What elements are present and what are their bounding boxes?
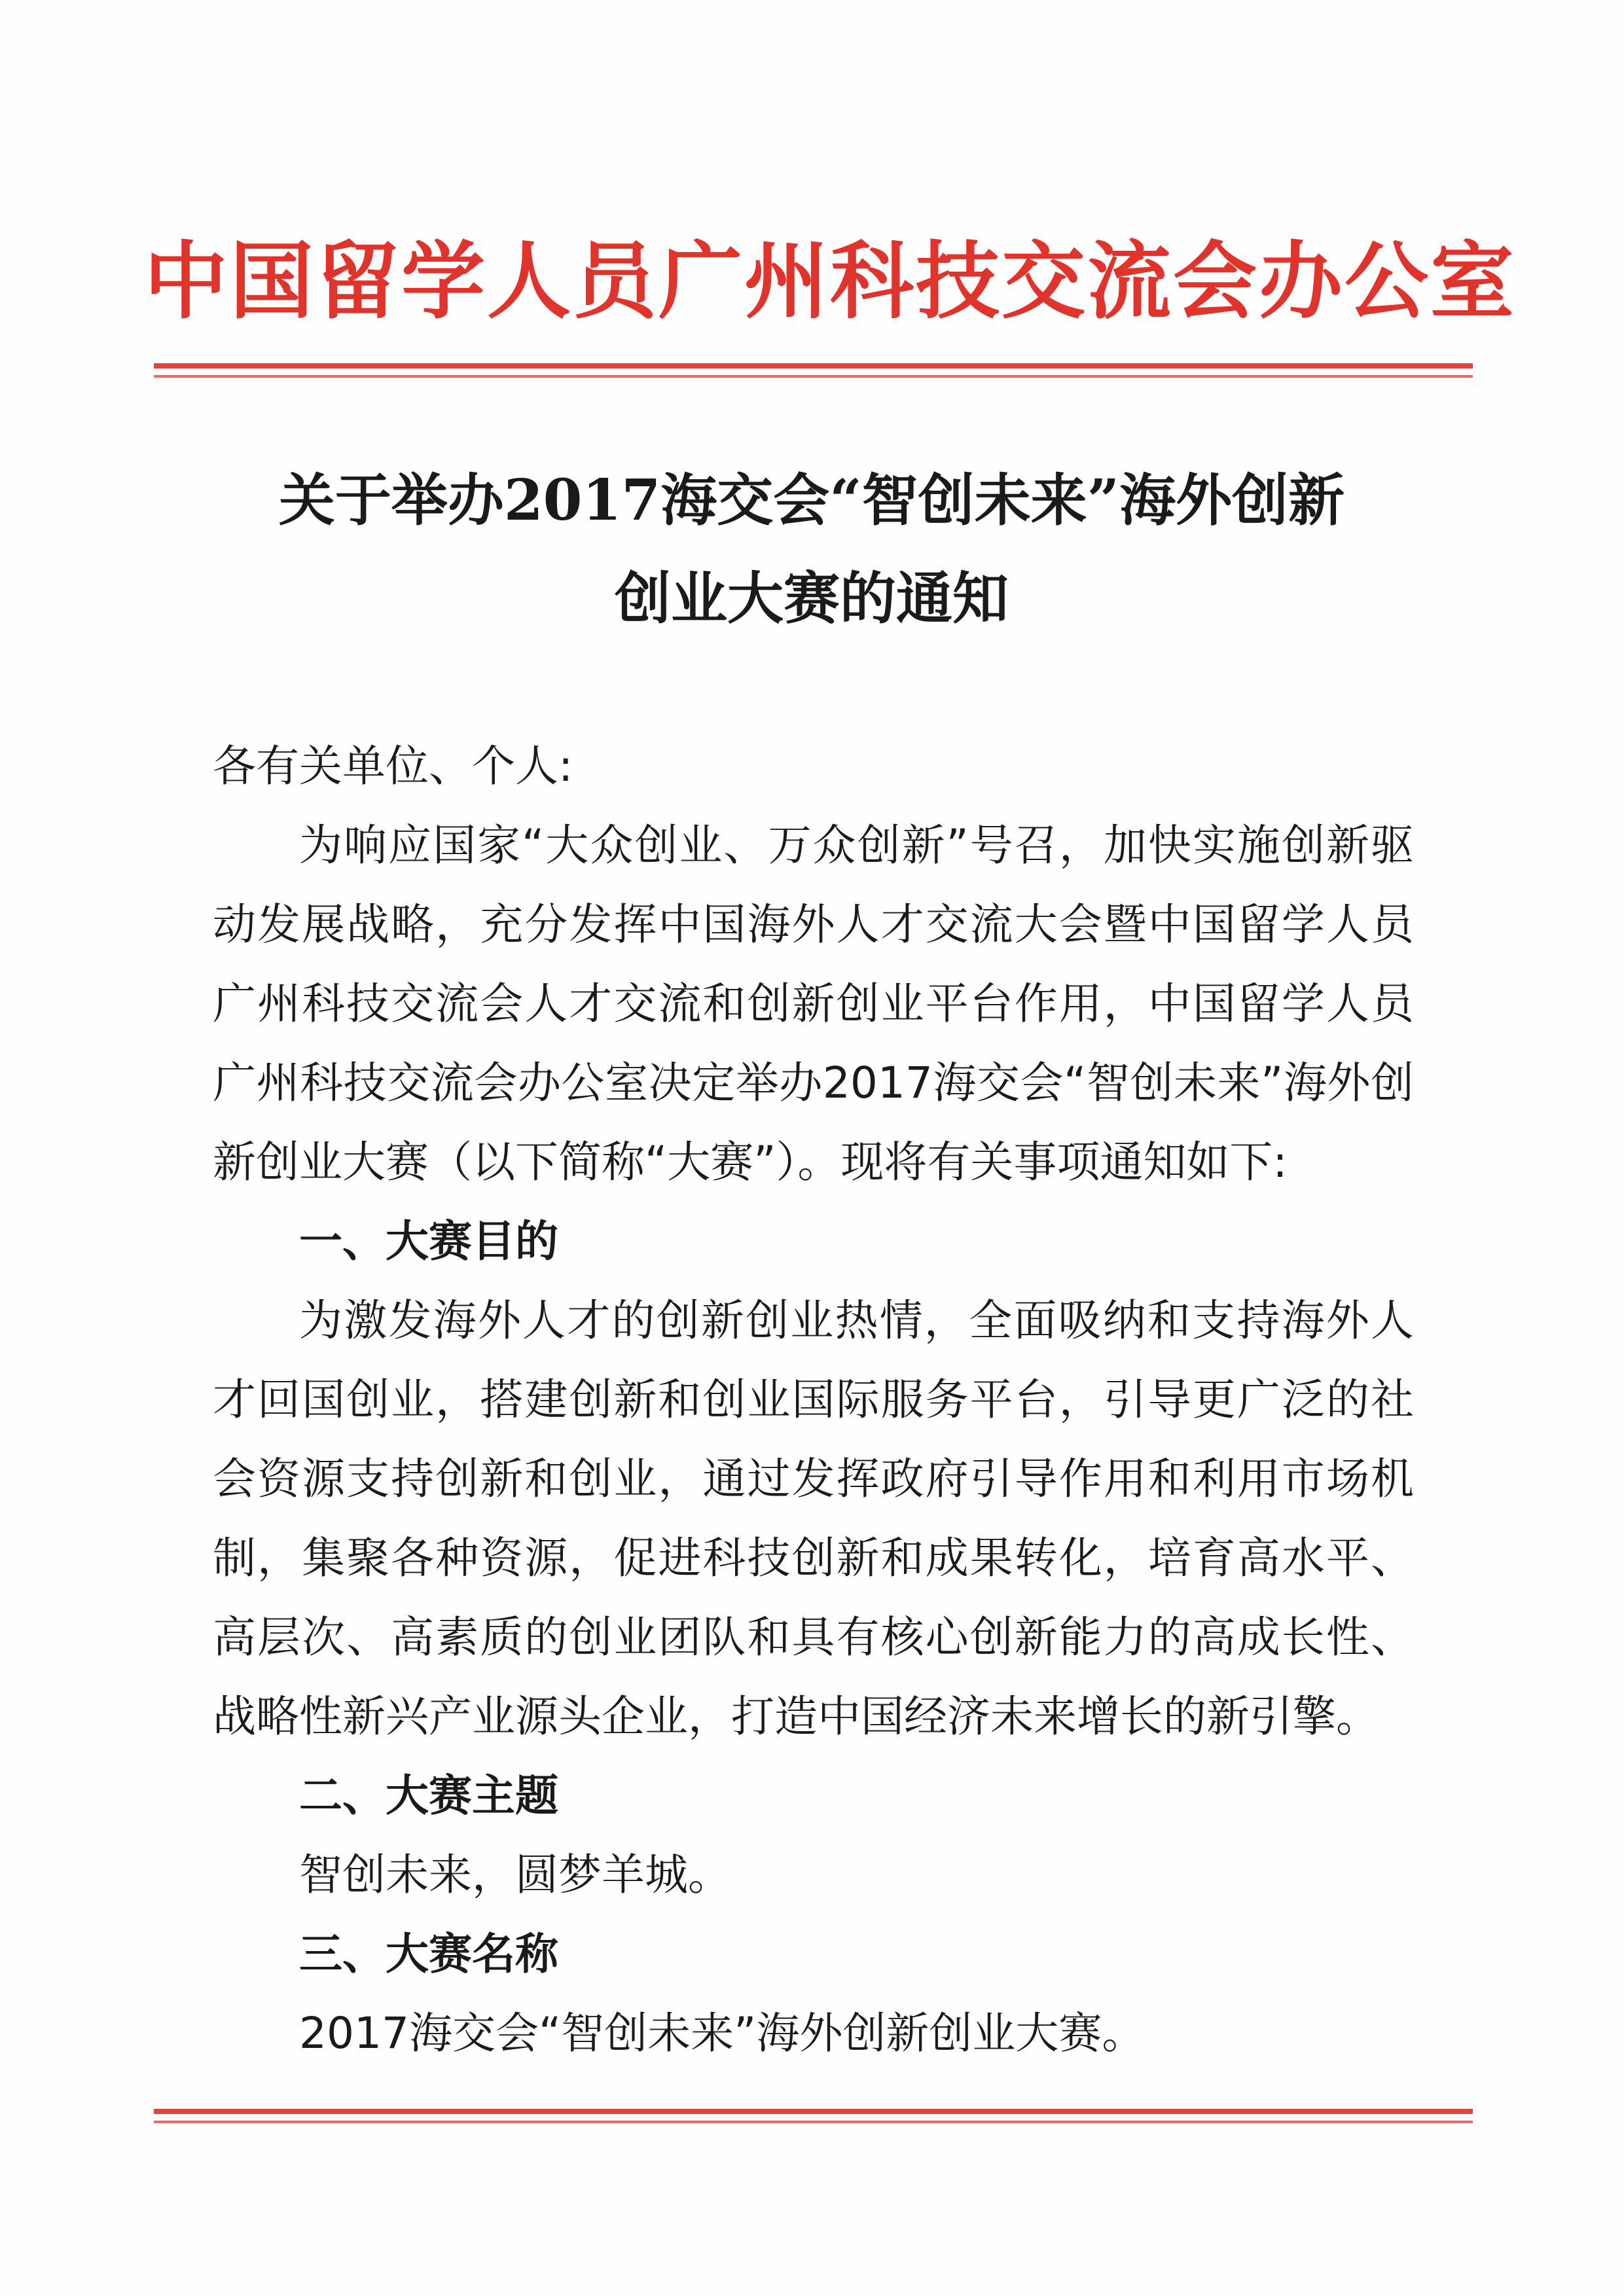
document-body bbox=[213, 726, 1414, 2073]
document-title-line-1: 关于举办2017海交会“智创未来”海外创新 bbox=[278, 467, 1345, 533]
footer-divider-thin bbox=[154, 2121, 1473, 2123]
intro-paragraph: 为响应国家“大众创业、万众创新”号召，加快实施创新驱动发展战略，充分发挥中国海外人才交流大会暨中国留学人员广州科技交流会人才交流和创新创业平台作用，中国留学人员广州科技交流会办公室决定举办2017海交会“智创未来”海外创新创业大赛（以下简称“大赛”）。现将有关事项通知如下: bbox=[213, 820, 1414, 1187]
section-heading-purpose: 一、大赛目的 bbox=[299, 1216, 558, 1266]
section-text-theme: 智创未来，圆梦羊城。 bbox=[299, 1850, 731, 1900]
header-divider bbox=[154, 363, 1473, 378]
footer-divider bbox=[154, 2109, 1473, 2123]
section-text-purpose: 为激发海外人才的创新创业热情，全面吸纳和支持海外人才回国创业，搭建创新和创业国际服务平台，引导更广泛的社会资源支持创新和创业，通过发挥政府引导作用和利用市场机制，集聚各种资源，促进科技创新和成果转化，培育高水平、高层次、高素质的创业团队和具有核心创新能力的高成长性、战略性新兴产业源头企业，打造中国经济未来增长的新引擎。 bbox=[213, 1295, 1414, 1742]
section-heading-theme: 二、大赛主题 bbox=[299, 1770, 558, 1821]
header-divider-thin bbox=[154, 375, 1473, 378]
salutation: 各有关单位、个人: bbox=[213, 741, 573, 791]
header-divider-thick bbox=[154, 363, 1473, 368]
organization-header: 中国留学人员广州科技交流会办公室 bbox=[144, 232, 1517, 331]
footer-divider-thick bbox=[154, 2109, 1473, 2114]
document-title-line-2: 创业大赛的通知 bbox=[615, 565, 1009, 632]
document-title bbox=[196, 452, 1427, 648]
section-text-name: 2017海交会“智创未来”海外创新创业大赛。 bbox=[299, 2008, 1146, 2058]
section-heading-name: 三、大赛名称 bbox=[299, 1929, 558, 1979]
